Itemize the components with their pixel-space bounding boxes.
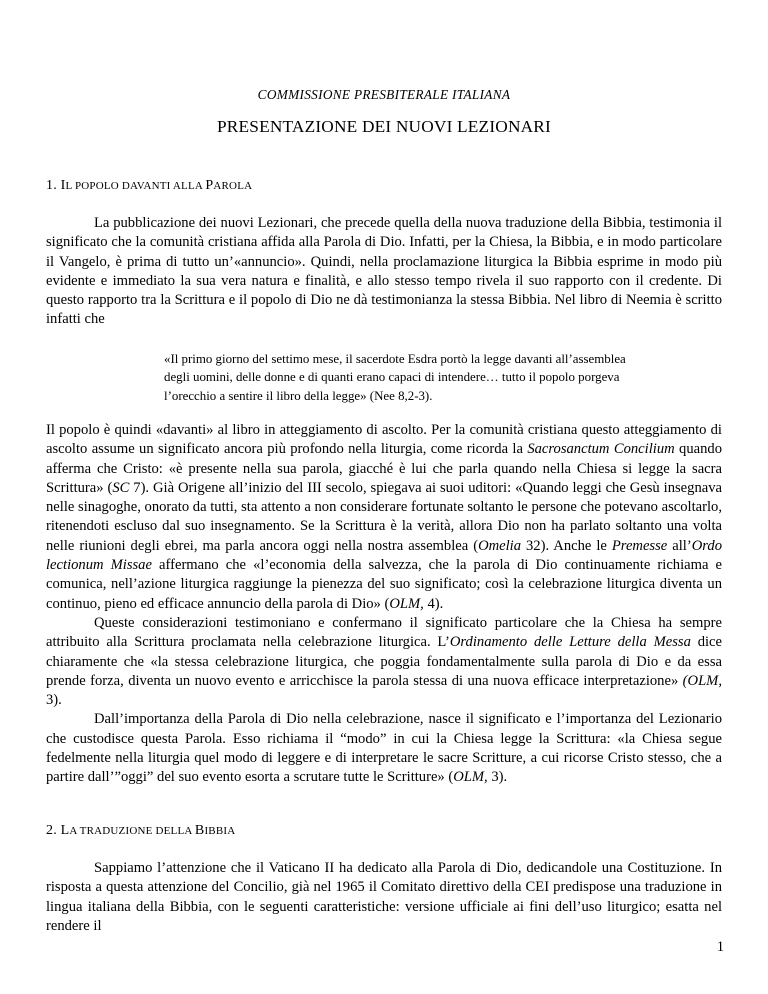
heading-part: I	[60, 178, 66, 193]
paragraph-2-wrap	[46, 421, 722, 788]
paragraph-3: Queste considerazioni testimoniano e confermano il significato particolare che la Chiesa ha sempre attribuito alla Scrittura proclamata nella celebrazione liturgica. L’Ordinamento delle Letture della Messa dice chiaramente che «la stessa celebrazione liturgica, che poggia fondamentalmente sulla parola di Dio e da essa prende forza, diventa un nuovo evento e arricchisce la parola stessa di una nuova efficace interpretazione» (OLM, 3).	[46, 614, 722, 709]
paragraph-4: Dall’importanza della Parola di Dio nella celebrazione, nasce il significato e l’importanza del Lezionario che custodisce questa Parola. Esso richiama il “modo” in cui la Chiesa legge la Scrittura: «la Chiesa segue fedelmente nella liturgia quel modo di leggere e di interpretare le sacre Scritture, a cui ricorse Cristo stesso, che a partire dall’”oggi” del suo evento esorta a scrutare tutte le Scritture» (OLM, 3).	[46, 711, 722, 786]
paragraph-1: La pubblicazione dei nuovi Lezionari, che precede quella della nuova traduzione della Bibbia, testimonia il significato che la comunità cristiana affida alla Parola di Dio. Infatti, per la Chiesa, la Bibbia, e in modo particolare il Vangelo, è prima di tutto un’«annuncio». Quindi, nella proclamazione liturgica la Bibbia esprime in modo più evidente e immediato la sua vera natura e finalità, e allo stesso tempo rivela il suo rapporto con il credente. Di questo rapporto tra la Scrittura e il popolo di Dio ne dà testimonianza la stessa Bibbia. Nel libro di Neemia è scritto infatti che	[46, 215, 722, 328]
heading-part: A TRADUZIONE DELLA	[69, 825, 195, 837]
document-title: PRESENTAZIONE DEI NUOVI LEZIONARI	[217, 117, 551, 136]
section-1-heading-wrap	[46, 178, 722, 194]
paragraph-5: Sappiamo l’attenzione che il Vaticano II ha dedicato alla Parola di Dio, dedicandole una Costituzione. In risposta a questa attenzione del Concilio, già nel 1965 il Comitato direttivo della CEI predispose una traduzione in lingua italiana della Bibbia, con le seguenti caratteristiche: versione ufficiale ai fini dell’uso liturgico; esatta nel rendere il	[46, 860, 722, 934]
section-number: 1.	[46, 178, 61, 193]
page-number: 1	[716, 939, 724, 955]
section-2-heading-wrap	[46, 823, 722, 839]
heading-part: B	[194, 823, 205, 838]
section-2-heading	[46, 823, 722, 839]
heading-part: L	[60, 823, 70, 838]
heading-part: L POPOLO DAVANTI ALLA	[65, 180, 206, 192]
paragraph-2: Il popolo è quindi «davanti» al libro in atteggiamento di ascolto. Per la comunità cristiana questo atteggiamento di ascolto assume un significato ancora più profondo nella liturgia, come ricorda la Sacrosanctum Concilium quando afferma che Cristo: «è presente nella sua parola, giacché è lui che parla quando nella Chiesa si legge la sacra Scrittura» (SC 7). Già Origene all’inizio del III secolo, spiegava ai suoi uditori: «Quando leggi che Gesù insegnava nelle sinagoghe, onorato da tutti, sta attento a non considerare fortunate soltanto le persone che potevano ascoltarlo, ritenendoti escluso dal suo insegnamento. Se la Scrittura è la verità, allora Dio non ha parlato soltanto una volta nelle riunioni degli ebrei, ma parla ancora oggi nella nostra assemblea (Omelia 32). Anche le Premesse all’Ordo lectionum Missae affermano che «l’economia della salvezza, che la parola di Dio continuamente richiama e comunica, nell’azione liturgica raggiunge la pienezza del suo significato; così la celebrazione liturgica diventa un continuo, pieno ed efficace annuncio della parola di Dio» (OLM, 4).	[46, 422, 723, 612]
section-number: 2.	[46, 823, 61, 838]
paragraph-5-wrap	[46, 859, 722, 936]
block-quote: «Il primo giorno del settimo mese, il sacerdote Esdra portò la legge davanti all’assemblea degli uomini, delle donne e di quanti erano capaci di intendere… tutto il popolo porgeva l’orecchio a sentire il libro della legge» (Nee 8,2-3).	[164, 352, 626, 403]
heading-part: IBBIA	[204, 825, 236, 837]
document-header: COMMISSIONE PRESBITERALE ITALIANA	[257, 87, 511, 102]
heading-part: AROLA	[213, 180, 253, 192]
heading-part: P	[205, 178, 214, 193]
section-1-heading	[46, 178, 722, 194]
paragraph-1-wrap	[46, 214, 722, 330]
